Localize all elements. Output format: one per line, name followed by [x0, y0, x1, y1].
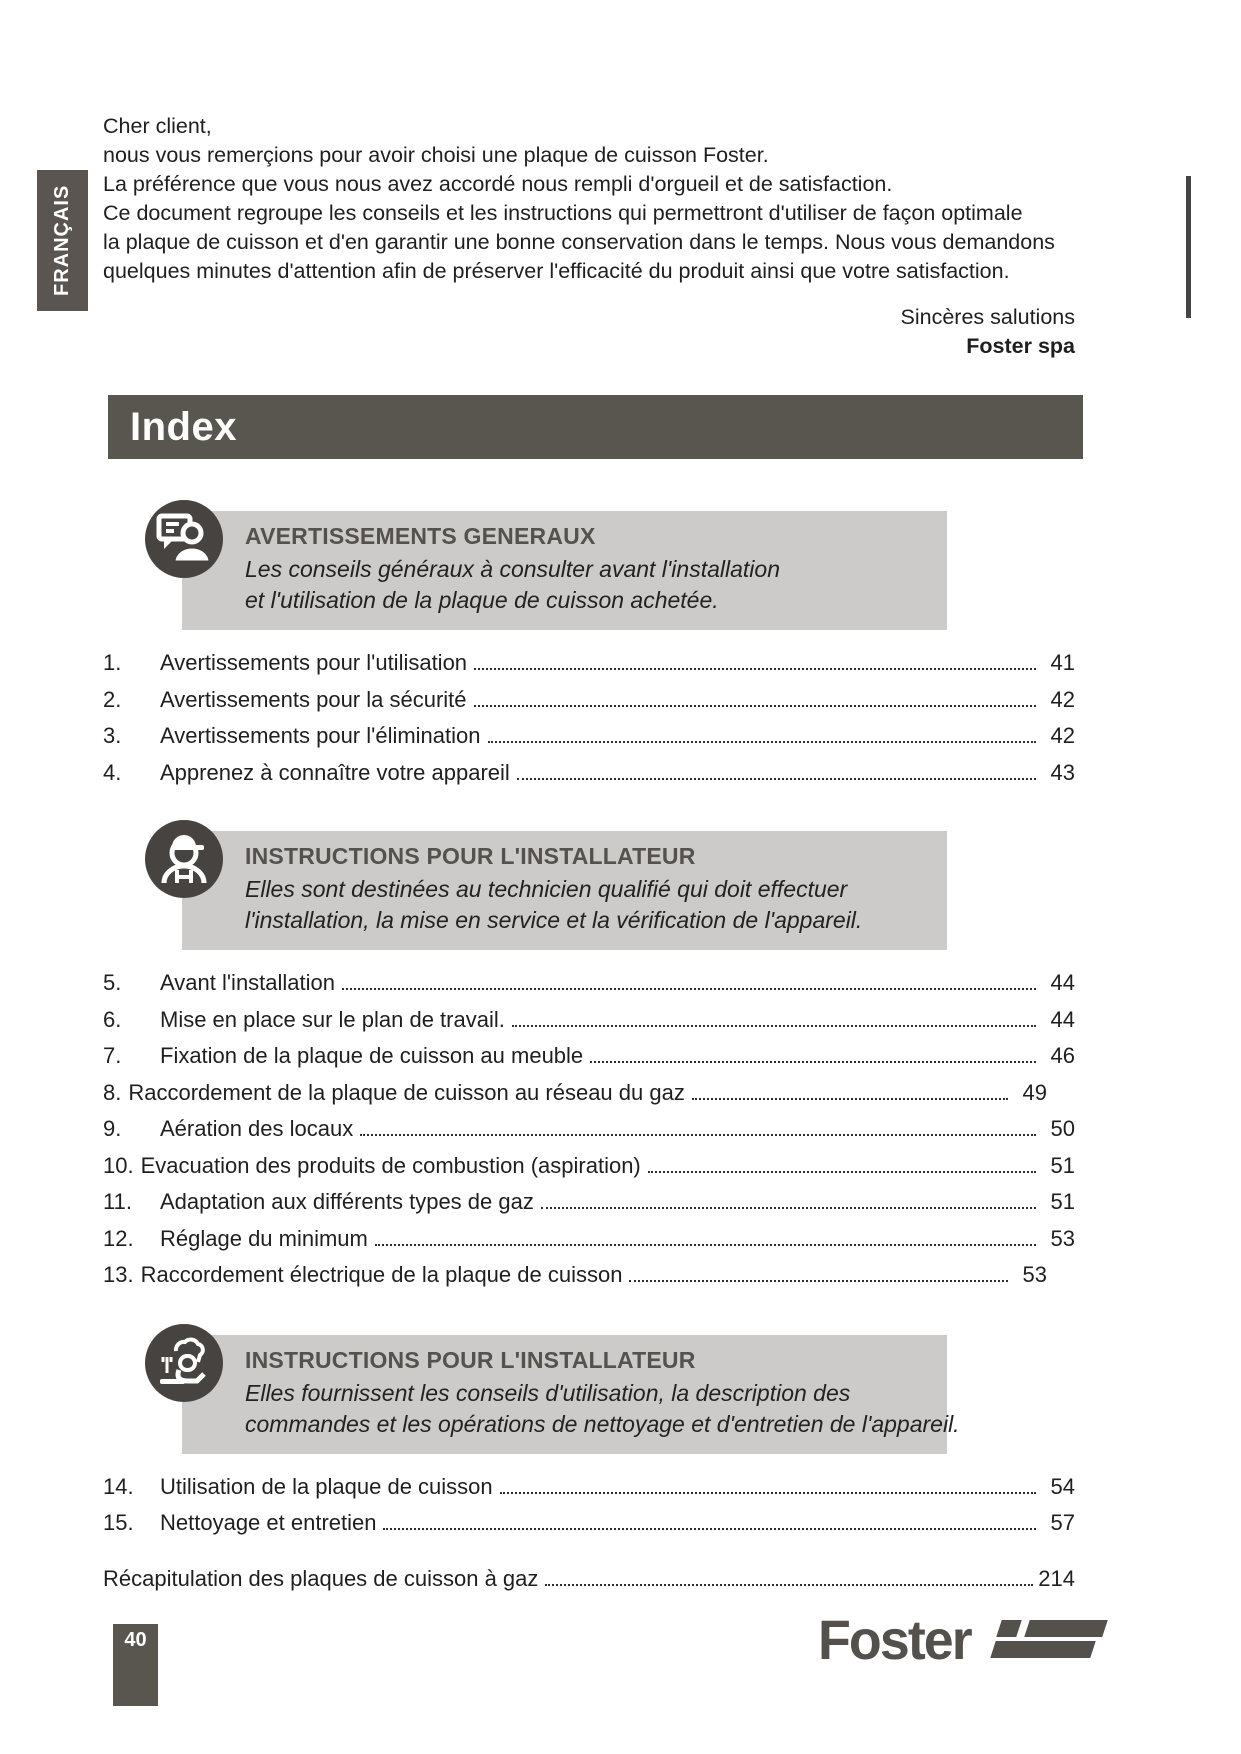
toc-number: 5. — [103, 970, 122, 995]
toc-row — [103, 1189, 1075, 1226]
toc-number: 14. — [103, 1473, 134, 1499]
toc-dot-leader — [541, 1207, 1036, 1209]
toc-label: Raccordement électrique de la plaque de cuisson — [140, 1262, 623, 1287]
toc-row — [103, 1510, 1075, 1547]
toc-dot-leader — [375, 1244, 1036, 1246]
toc-label: Utilisation de la plaque de cuisson — [160, 1473, 493, 1499]
section-box — [182, 831, 947, 950]
toc-row — [103, 650, 1075, 687]
section-description: et l'utilisation de la plaque de cuisson achetée. — [245, 587, 719, 613]
toc-dot-leader — [517, 778, 1036, 780]
toc-number: 13. — [103, 1262, 134, 1287]
toc-dot-leader — [692, 1098, 1008, 1100]
toc-row — [103, 1043, 1075, 1080]
section-title: INSTRUCTIONS POUR L'INSTALLATEUR — [245, 843, 696, 869]
toc-page-number: 54 — [1050, 1473, 1075, 1499]
toc-dot-leader — [648, 1171, 1036, 1173]
intro-line: La préférence que vous nous avez accordé nous rempli d'orgueil et de satisfaction. — [103, 172, 893, 196]
toc-label: Evacuation des produits de combustion (aspiration) — [140, 1152, 641, 1178]
toc-number: 7. — [103, 1043, 122, 1068]
toc-label: Avant l'installation — [160, 970, 336, 995]
toc-page-number: 51 — [1050, 1152, 1075, 1178]
toc-number: 12. — [103, 1225, 134, 1251]
toc-number: 1. — [103, 650, 122, 675]
toc-row — [103, 1474, 1075, 1511]
toc-dot-leader — [342, 988, 1036, 990]
toc-label: Nettoyage et entretien — [160, 1510, 377, 1535]
toc-number: 3. — [103, 723, 122, 748]
page-content — [103, 112, 1083, 1602]
foster-flag-icon — [993, 1620, 1109, 1662]
toc-page-number: 214 — [1038, 1565, 1075, 1591]
toc-page-number: 42 — [1050, 686, 1075, 712]
toc-row — [103, 970, 1075, 1007]
toc-label: Mise en place sur le plan de travail. — [160, 1006, 505, 1032]
toc-dot-leader — [474, 705, 1036, 707]
toc-row — [103, 723, 1075, 760]
toc-group-3 — [103, 1474, 1075, 1603]
index-header-bar — [108, 395, 1083, 459]
toc-dot-leader — [488, 741, 1037, 743]
intro-line: Ce document regroupe les conseils et les instructions qui permettront d'utiliser de façon optimale — [103, 201, 1023, 225]
section-description: l'installation, la mise en service et la vérification de l'appareil. — [245, 907, 863, 933]
toc-number: 10. — [103, 1152, 134, 1178]
index-title: Index — [130, 404, 237, 449]
signature-text: Foster spa — [966, 334, 1075, 358]
toc-dot-leader — [512, 1025, 1036, 1027]
right-margin-rule — [1186, 176, 1191, 318]
section-description: Elles sont destinées au technicien qualifié qui doit effectuer — [245, 876, 848, 902]
toc-dot-leader — [629, 1280, 1008, 1282]
intro-paragraph — [103, 112, 1083, 286]
toc-row — [103, 760, 1075, 797]
toc-dot-leader — [360, 1134, 1036, 1136]
toc-page-number: 53 — [1022, 1262, 1047, 1287]
toc-number: 9. — [103, 1116, 122, 1141]
language-tab: FRANÇAIS — [37, 170, 88, 311]
section-title: INSTRUCTIONS POUR L'INSTALLATEUR — [245, 1346, 696, 1373]
toc-label: Avertissements pour l'élimination — [160, 723, 481, 748]
toc-page-number: 46 — [1050, 1043, 1075, 1068]
toc-row — [103, 1153, 1075, 1190]
toc-label: Réglage du minimum — [160, 1225, 368, 1251]
section-description: Elles fournissent les conseils d'utilisation, la description des — [245, 1379, 851, 1406]
foster-logo — [818, 1608, 1109, 1671]
toc-page-number: 43 — [1050, 759, 1075, 785]
toc-page-number: 57 — [1050, 1510, 1075, 1535]
toc-page-number: 51 — [1050, 1189, 1075, 1214]
toc-number: 15. — [103, 1510, 134, 1535]
toc-page-number: 49 — [1022, 1079, 1047, 1105]
toc-label: Fixation de la plaque de cuisson au meuble — [160, 1043, 584, 1068]
intro-line: nous vous remerçions pour avoir choisi une plaque de cuisson Foster. — [103, 143, 769, 167]
toc-number: 8. — [103, 1079, 122, 1105]
intro-line: la plaque de cuisson et d'en garantir une bonne conservation dans le temps. Nous vous demandons — [103, 230, 1055, 254]
chef-icon — [145, 1324, 223, 1402]
foster-logo-text: Foster — [818, 1608, 971, 1671]
toc-page-number: 42 — [1050, 723, 1075, 748]
toc-row — [103, 1007, 1075, 1044]
toc-row — [103, 1080, 1075, 1117]
toc-dot-leader — [590, 1061, 1036, 1063]
toc-row — [103, 1262, 1075, 1299]
section-title: AVERTISSEMENTS GENERAUX — [245, 523, 596, 549]
toc-label: Avertissements pour l'utilisation — [160, 650, 468, 675]
toc-label: Avertissements pour la sécurité — [160, 686, 467, 712]
toc-row — [103, 1116, 1075, 1153]
installer-icon — [145, 820, 223, 898]
section-installateur — [182, 831, 947, 950]
section-description: commandes et les opérations de nettoyage et d'entretien de l'appareil. — [245, 1410, 960, 1437]
toc-row — [103, 687, 1075, 724]
toc-dot-leader — [383, 1528, 1036, 1530]
page-number-badge: 40 — [113, 1624, 158, 1706]
toc-page-number: 41 — [1050, 650, 1075, 675]
section-box — [182, 511, 947, 630]
section-box — [182, 1335, 960, 1454]
toc-page-number: 53 — [1050, 1225, 1075, 1251]
toc-label: Aération des locaux — [160, 1116, 354, 1141]
section-description: Les conseils généraux à consulter avant l'installation — [245, 556, 780, 582]
toc-row-recap — [103, 1566, 1075, 1603]
toc-page-number: 44 — [1050, 970, 1075, 995]
section-utilisateur — [182, 1335, 960, 1454]
toc-dot-leader — [500, 1492, 1036, 1494]
toc-dot-leader — [545, 1584, 1033, 1586]
intro-line: quelques minutes d'attention afin de préserver l'efficacité du produit ainsi que votre satisfaction. — [103, 259, 1010, 283]
toc-group-2 — [103, 970, 1075, 1299]
toc-page-number: 44 — [1050, 1006, 1075, 1032]
toc-number: 11. — [103, 1189, 132, 1214]
intro-line: Cher client, — [103, 114, 212, 138]
signoff-text: Sincères salutions — [900, 305, 1075, 329]
toc-number: 2. — [103, 686, 122, 712]
toc-page-number: 50 — [1050, 1116, 1075, 1141]
toc-row — [103, 1226, 1075, 1263]
toc-dot-leader — [474, 668, 1036, 670]
toc-number: 4. — [103, 759, 122, 785]
toc-label: Récapitulation des plaques de cuisson à gaz — [103, 1565, 539, 1591]
toc-label: Adaptation aux différents types de gaz — [160, 1189, 534, 1214]
toc-number: 6. — [103, 1006, 122, 1032]
section-avertissements — [182, 511, 947, 630]
speech-bubble-person-icon — [145, 500, 223, 578]
toc-label: Raccordement de la plaque de cuisson au réseau du gaz — [128, 1079, 685, 1105]
toc-group-1 — [103, 650, 1075, 796]
toc-label: Apprenez à connaître votre appareil — [160, 759, 510, 785]
